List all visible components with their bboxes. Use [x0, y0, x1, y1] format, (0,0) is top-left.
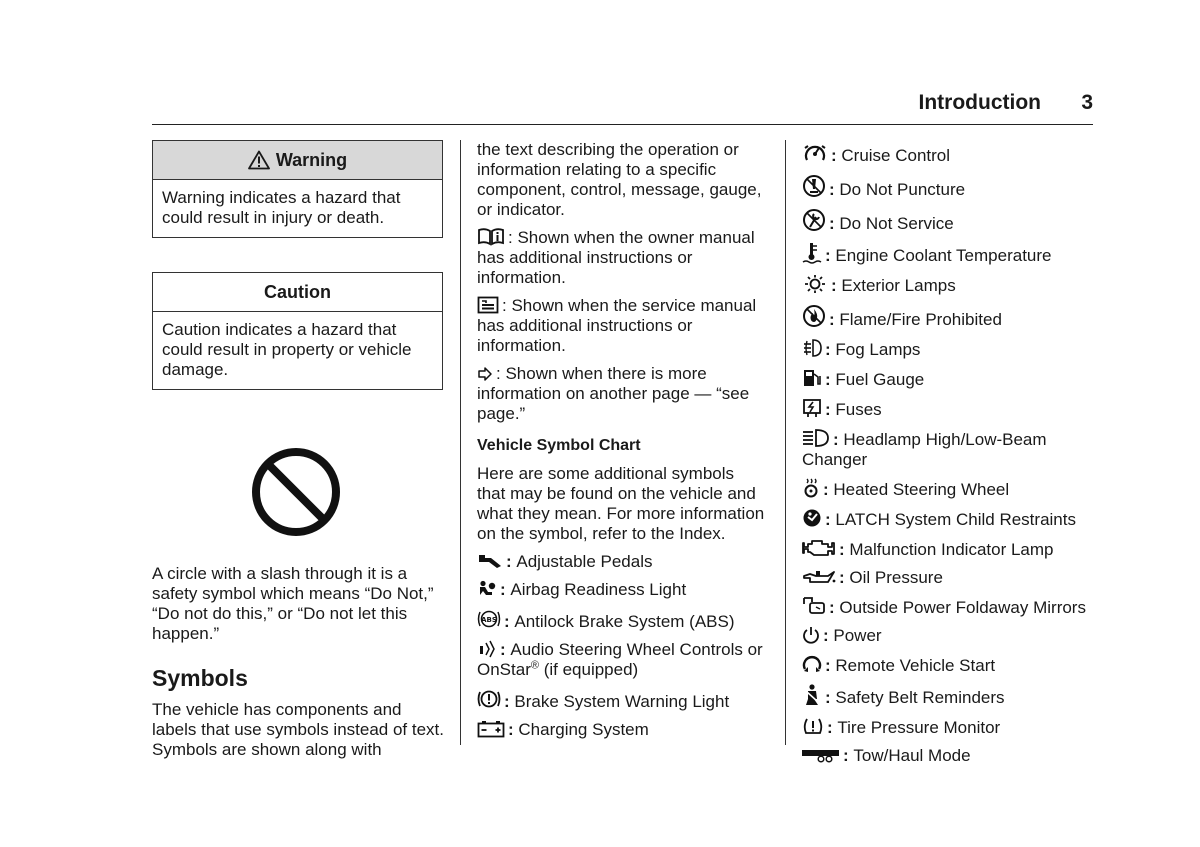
continuation-paragraph: the text describing the operation or information relating to a specific component, control, message, gauge, or indicator.	[477, 140, 762, 219]
oil-pressure-icon	[802, 568, 836, 586]
seatbelt-icon	[802, 684, 822, 706]
symbol-label: Charging System	[518, 720, 649, 739]
symbol-item: : Tire Pressure Monitor	[802, 716, 1102, 738]
symbol-label: Safety Belt Reminders	[835, 688, 1005, 707]
remote-start-icon	[802, 654, 822, 674]
symbol-item: : Headlamp High/Low-Beam Changer	[802, 430, 1047, 469]
symbol-label: Remote Vehicle Start	[835, 656, 996, 675]
headlamp-beam-icon	[802, 428, 830, 448]
symbol-label: Antilock Brake System (ABS)	[514, 612, 735, 631]
symbol-item: : Cruise Control	[802, 142, 1102, 166]
warning-body: Warning indicates a hazard that could result in injury or death.	[162, 188, 401, 227]
column-divider	[460, 140, 461, 745]
arrow-right-icon	[477, 366, 493, 382]
symbol-item: : Fog Lamps	[802, 338, 1102, 360]
warning-box	[152, 140, 443, 238]
symbol-label: Exterior Lamps	[841, 276, 956, 295]
symbol-item: : Do Not Service	[802, 208, 1102, 234]
symbol-item: : Power	[802, 626, 1102, 646]
do-not-service-icon	[802, 208, 826, 232]
latch-icon	[802, 508, 822, 528]
symbol-label: Tire Pressure Monitor	[837, 718, 1001, 737]
tow-haul-icon	[802, 746, 840, 764]
fuses-icon	[802, 398, 822, 418]
symbol-item: ABS : Antilock Brake System (ABS)	[477, 608, 767, 632]
audio-steering-icon	[477, 640, 497, 658]
symbol-item: : Charging System	[477, 720, 767, 740]
see-page-text: : Shown when there is more information on another page — “see page.”	[477, 364, 750, 423]
owner-manual-text: : Shown when the owner manual has additional instructions or information.	[477, 228, 755, 287]
symbol-label: Airbag Readiness Light	[510, 580, 687, 599]
symbol-label: LATCH System Child Restraints	[835, 510, 1076, 529]
brake-warning-icon	[477, 688, 501, 710]
safety-symbol-paragraph: A circle with a slash through it is a safety symbol which means “Do Not,” “Do not do this,” or “Do not let this happen.”	[152, 564, 434, 643]
symbol-label: Do Not Puncture	[839, 180, 966, 199]
exterior-lamps-icon	[802, 274, 828, 294]
see-page-paragraph	[477, 364, 767, 424]
svg-text:ABS: ABS	[481, 616, 497, 624]
symbol-label: Audio Steering Wheel Controls or OnStar	[477, 640, 763, 679]
column-1	[152, 140, 444, 760]
symbol-item: : Do Not Puncture	[802, 174, 1102, 200]
symbol-label-suffix: (if equipped)	[538, 660, 639, 679]
symbol-item: : Fuses	[802, 398, 1102, 420]
caution-heading: Caution	[153, 273, 442, 312]
warning-triangle-icon	[248, 150, 270, 170]
symbol-item: : Brake System Warning Light	[477, 688, 767, 712]
symbol-label: Flame/Fire Prohibited	[839, 310, 1002, 329]
symbol-label: Headlamp High/Low-Beam Changer	[802, 430, 1047, 469]
page-header	[152, 88, 1093, 125]
symbol-label: Fuses	[835, 400, 882, 419]
chart-intro-paragraph: Here are some additional symbols that may be found on the vehicle and what they mean. For more information on the symbol, refer to the Index.	[477, 464, 765, 543]
symbol-label: Adjustable Pedals	[516, 552, 653, 571]
symbol-item: : Malfunction Indicator Lamp	[802, 538, 1102, 560]
fuel-gauge-icon	[802, 368, 822, 388]
power-icon	[802, 626, 820, 644]
service-manual-paragraph	[477, 296, 767, 356]
symbol-label: Tow/Haul Mode	[853, 746, 971, 765]
symbol-item: : Remote Vehicle Start	[802, 654, 1102, 676]
symbol-item: : Fuel Gauge	[802, 368, 1102, 390]
service-manual-text: : Shown when the service manual has additional instructions or information.	[477, 296, 757, 355]
symbol-item: : Tow/Haul Mode	[802, 746, 1102, 766]
fog-lamps-icon	[802, 338, 822, 358]
vehicle-symbol-chart-heading: Vehicle Symbol Chart	[477, 437, 641, 454]
heated-steering-icon	[802, 478, 820, 498]
symbol-label: Cruise Control	[841, 146, 951, 165]
symbols-intro-paragraph: The vehicle has components and labels that use symbols instead of text. Symbols are shown along with	[152, 700, 444, 759]
service-manual-icon	[477, 296, 499, 314]
tire-pressure-icon	[802, 716, 824, 736]
symbol-label: Engine Coolant Temperature	[835, 246, 1052, 265]
symbol-item: : Safety Belt Reminders	[802, 684, 1102, 708]
symbol-item: : Oil Pressure	[802, 568, 1102, 588]
symbol-label: Outside Power Foldaway Mirrors	[839, 598, 1086, 617]
caution-box	[152, 272, 443, 390]
adjustable-pedals-icon	[477, 554, 503, 570]
column-3	[802, 142, 1102, 774]
symbol-item: : Airbag Readiness Light	[477, 580, 767, 600]
book-icon	[477, 228, 505, 246]
page-number: 3	[1081, 91, 1093, 114]
caution-body: Caution indicates a hazard that could result in property or vehicle damage.	[162, 320, 412, 379]
symbol-label: Power	[833, 626, 882, 645]
abs-icon	[477, 608, 501, 630]
warning-heading	[153, 141, 442, 180]
symbol-item: : Audio Steering Wheel Controls or OnStar® (if equipped)	[477, 640, 763, 679]
symbol-label: Fuel Gauge	[835, 370, 925, 389]
symbol-item: : LATCH System Child Restraints	[802, 508, 1102, 530]
airbag-icon	[477, 580, 497, 598]
symbols-heading: Symbols	[152, 665, 248, 691]
do-not-puncture-icon	[802, 174, 826, 198]
owner-manual-paragraph	[477, 228, 767, 288]
cruise-control-icon	[802, 142, 828, 164]
mirror-fold-icon	[802, 596, 826, 616]
column-2	[477, 140, 767, 748]
symbol-item: : Heated Steering Wheel	[802, 478, 1102, 500]
symbol-item: : Flame/Fire Prohibited	[802, 304, 1102, 330]
no-symbol-icon	[250, 446, 342, 538]
symbol-label: Malfunction Indicator Lamp	[849, 540, 1054, 559]
flame-prohibited-icon	[802, 304, 826, 328]
symbol-item: : Adjustable Pedals	[477, 552, 767, 572]
symbol-item: : Outside Power Foldaway Mirrors	[802, 596, 1102, 618]
coolant-temp-icon	[802, 242, 822, 264]
warning-heading-text: Warning	[275, 150, 348, 170]
battery-icon	[477, 720, 505, 738]
symbol-label: Fog Lamps	[835, 340, 921, 359]
column-divider	[785, 140, 786, 745]
symbol-item: : Exterior Lamps	[802, 274, 1102, 296]
registered-mark: ®	[530, 659, 539, 672]
symbol-label: Oil Pressure	[849, 568, 943, 587]
symbol-label: Do Not Service	[839, 214, 954, 233]
symbol-item: : Engine Coolant Temperature	[802, 242, 1102, 266]
symbol-label: Heated Steering Wheel	[833, 480, 1010, 499]
section-title: Introduction	[918, 91, 1041, 114]
engine-icon	[802, 538, 836, 558]
symbol-label: Brake System Warning Light	[514, 692, 730, 711]
